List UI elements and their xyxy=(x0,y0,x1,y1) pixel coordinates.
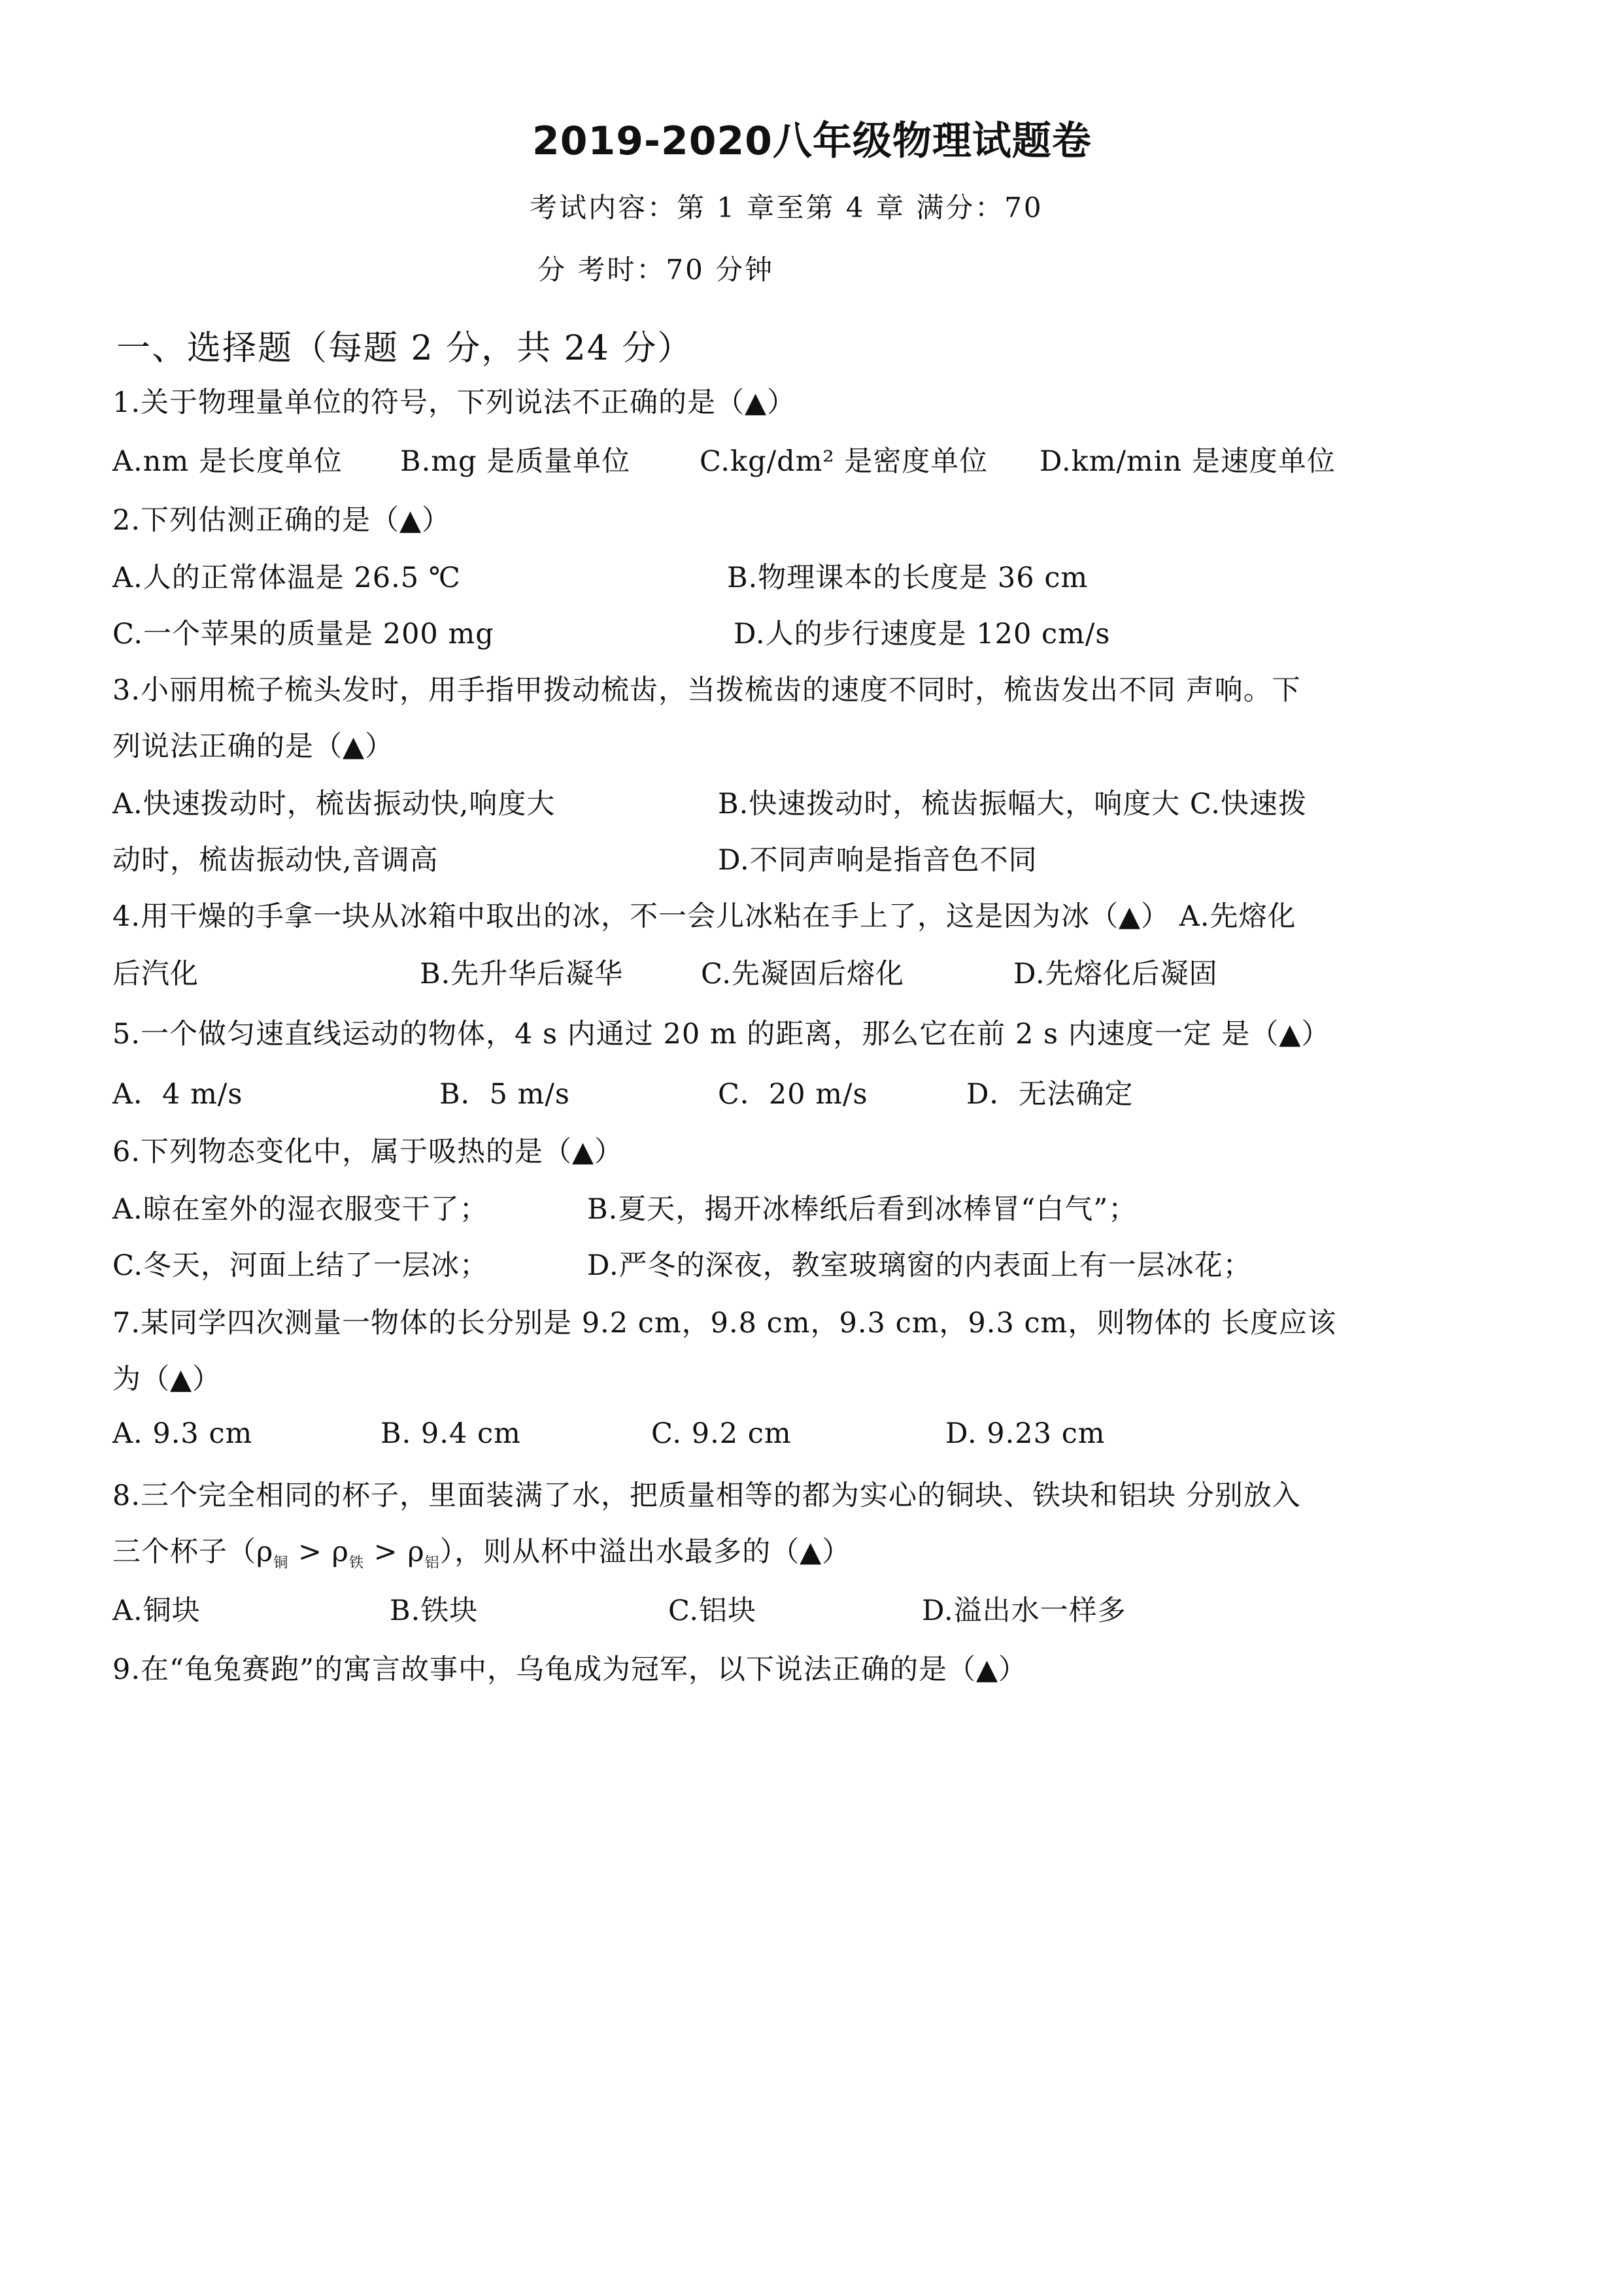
question-3-option-d: D.不同声响是指音色不同 xyxy=(718,844,1038,877)
rho-subscript-aluminum: 铝 xyxy=(424,1555,440,1572)
question-8-option-d: D.溢出水一样多 xyxy=(922,1594,1126,1627)
rho-subscript-copper: 铜 xyxy=(273,1555,289,1572)
question-1-option-d: D.km/min 是速度单位 xyxy=(1040,445,1336,478)
question-2-stem: 2.下列估测正确的是（▲） xyxy=(112,504,451,537)
question-8-option-c: C.铝块 xyxy=(668,1594,757,1627)
question-4-option-c: C.先凝固后熔化 xyxy=(701,958,905,990)
question-7-option-a: A. 9.3 cm xyxy=(112,1417,253,1450)
question-7-stem-line-1: 7.某同学四次测量一物体的长分别是 9.2 cm，9.8 cm，9.3 cm，9.3 cm，则物体的 长度应该 xyxy=(112,1307,1337,1340)
question-7-option-c: C. 9.2 cm xyxy=(651,1417,792,1450)
question-3-stem-line-2: 列说法正确的是（▲） xyxy=(112,730,394,763)
question-8-stem-line-1: 8.三个完全相同的杯子，里面装满了水，把质量相等的都为实心的铜块、铁块和铝块 分别放入 xyxy=(112,1479,1301,1512)
question-9-stem: 9.在“龟兔赛跑”的寓言故事中，乌龟成为冠军，以下说法正确的是（▲） xyxy=(112,1653,1028,1686)
question-4-option-a-cont: 后汽化 xyxy=(112,958,199,990)
question-6-option-c: C.冬天，河面上结了一层冰； xyxy=(112,1249,489,1282)
question-1-option-b: B.mg 是质量单位 xyxy=(400,445,631,478)
question-1-option-c: C.kg/dm² 是密度单位 xyxy=(700,445,989,478)
question-5-option-a: A．4 m/s xyxy=(112,1078,243,1111)
question-8-stem-suffix: ），则从杯中溢出水最多的（▲） xyxy=(439,1536,851,1568)
question-3-stem-line-1: 3.小丽用梳子梳头发时，用手指甲拨动梳齿，当拨梳齿的速度不同时，梳齿发出不同 声响。下 xyxy=(112,674,1301,707)
question-4-stem: 4.用干燥的手拿一块从冰箱中取出的冰，不一会儿冰粘在手上了，这是因为冰（▲） A.先熔化 xyxy=(112,900,1296,933)
question-8-stem-prefix: 三个杯子（ρ xyxy=(112,1536,274,1568)
question-4-option-d: D.先熔化后凝固 xyxy=(1013,958,1218,990)
question-5-stem: 5.一个做匀速直线运动的物体，4 s 内通过 20 m 的距离，那么它在前 2 s 内速度一定 是（▲） xyxy=(112,1018,1330,1051)
question-8-stem-line-2 xyxy=(112,1530,851,1572)
question-2-option-a: A.人的正常体温是 26.5 ℃ xyxy=(112,562,461,594)
question-2-option-d: D.人的步行速度是 120 cm/s xyxy=(734,618,1111,650)
page-title: 2019-2020八年级物理试题卷 xyxy=(532,118,1092,164)
question-2-option-c: C.一个苹果的质量是 200 mg xyxy=(112,618,494,650)
question-3-option-b: B.快速拨动时，梳齿振幅大，响度大 C.快速拨 xyxy=(718,788,1307,820)
question-7-option-d: D. 9.23 cm xyxy=(945,1417,1106,1450)
question-3-option-c-cont: 动时，梳齿振动快,音调高 xyxy=(112,844,439,877)
question-8-option-a: A.铜块 xyxy=(112,1594,201,1627)
question-4-option-b: B.先升华后凝华 xyxy=(420,958,624,990)
gt-sign-1: > ρ xyxy=(288,1536,349,1568)
question-6-stem: 6.下列物态变化中，属于吸热的是（▲） xyxy=(112,1136,624,1168)
question-6-option-d: D.严冬的深夜，教室玻璃窗的内表面上有一层冰花； xyxy=(587,1249,1252,1282)
question-5-option-b: B．5 m/s xyxy=(439,1078,570,1111)
question-5-option-d: D．无法确定 xyxy=(966,1078,1134,1111)
rho-subscript-iron: 铁 xyxy=(348,1555,364,1572)
question-6-option-a: A.晾在室外的湿衣服变干了； xyxy=(112,1193,488,1226)
section-heading: 一、选择题（每题 2 分，共 24 分） xyxy=(116,329,693,368)
question-2-option-b: B.物理课本的长度是 36 cm xyxy=(727,562,1089,594)
gt-sign-2: > ρ xyxy=(364,1536,425,1568)
question-1-option-a: A.nm 是长度单位 xyxy=(112,445,343,478)
exam-info-line-2: 分 考时：70 分钟 xyxy=(537,254,775,286)
question-7-stem-line-2: 为（▲） xyxy=(112,1363,222,1396)
exam-info-line-1: 考试内容：第 1 章至第 4 章 满分：70 xyxy=(530,192,1043,224)
question-3-option-a: A.快速拨动时，梳齿振动快,响度大 xyxy=(112,788,556,820)
question-1-stem: 1.关于物理量单位的符号，下列说法不正确的是（▲） xyxy=(112,386,796,419)
question-5-option-c: C．20 m/s xyxy=(718,1078,868,1111)
question-8-option-b: B.铁块 xyxy=(390,1594,479,1627)
question-6-option-b: B.夏天，揭开冰棒纸后看到冰棒冒“白气”； xyxy=(587,1193,1138,1226)
question-7-option-b: B. 9.4 cm xyxy=(381,1417,521,1450)
